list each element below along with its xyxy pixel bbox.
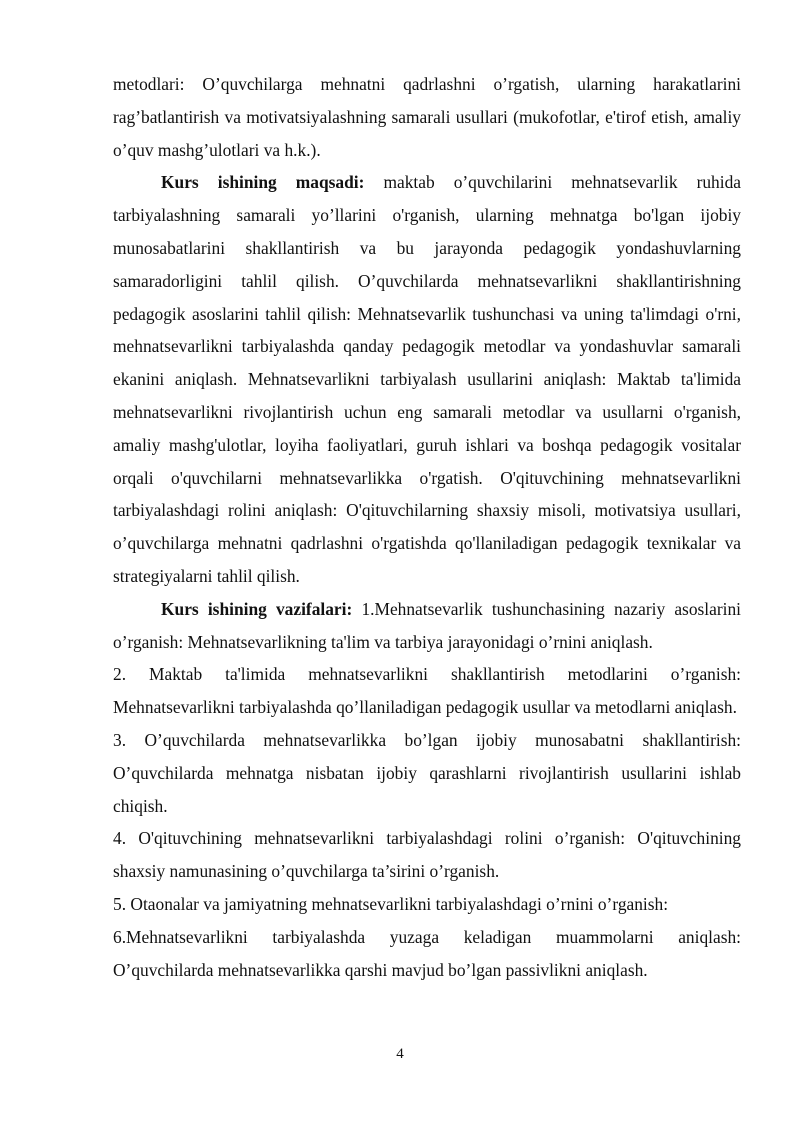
task-item-5: 5. Otaonalar va jamiyatning mehnatsevarlikni tarbiyalashdagi o’rnini o’rganish: bbox=[113, 893, 669, 914]
task-item-6: 6.Mehnatsevarlikni tarbiyalashda yuzaga keladigan muammolarni aniqlash: O’quvchilarda mehnatsevarlikka qarshi mavjud bo’lgan passivlikni aniqlash. bbox=[113, 926, 741, 980]
task-item-3: 3. O’quvchilarda mehnatsevarlikka bo’lgan ijobiy munosabatni shakllantirish: O’quvchilarda mehnatga nisbatan ijobiy qarashlarni rivojlantirish usullarini ishlab chiqish. bbox=[113, 729, 741, 816]
task-item-2: 2. Maktab ta'limida mehnatsevarlikni shakllantirish metodlarini o’rganish: Mehnatsevarlikni tarbiyalashda qo’llaniladigan pedagogik usullar va metodlarni aniqlash. bbox=[113, 664, 741, 718]
document-page bbox=[113, 68, 741, 986]
tasks-heading: Kurs ishining vazifalari: bbox=[161, 598, 353, 619]
page-number: 4 bbox=[396, 1046, 404, 1062]
methods-paragraph-end: metodlari: O’quvchilarga mehnatni qadrlashni o’rgatish, ularning harakatlarini rag’batlantirish va motivatsiyalashning samarali usullari (mukofotlar, e'tirof etish, amaliy o’quv mashg’ulotlari va h.k.). bbox=[113, 74, 741, 160]
goal-paragraph bbox=[113, 166, 741, 592]
goal-text: maktab o’quvchilarini mehnatsevarlik ruhida tarbiyalashning samarali yo’llarini o'rganish, ularning mehnatga bo'lgan ijobiy munosabatlarini shakllantirish va bu jarayonda pedagogik yondashuvlarning samaradorligini tahlil qilish. O’quvchilarda mehnatsevarlikni shakllantirishning pedagogik asoslarini tahlil qilish: Mehnatsevarlik tushunchasi va uning ta'limdagi o'rni, mehnatsevarlikni tarbiyalashda qanday pedagogik metodlar va yondashuvlar samarali ekanini aniqlash. Mehnatsevarlikni tarbiyalash usullarini aniqlash: Maktab ta'limida mehnatsevarlikni rivojlantirish uchun eng samarali metodlar va usullarni o'rganish, amaliy mashg'ulotlar, loyiha faoliyatlari, guruh ishlari va boshqa pedagogik vositalar orqali o'quvchilarni mehnatsevarlikka o'rgatish. O'qituvchining mehnatsevarlikni tarbiyalashdagi rolini aniqlash: O'qituvchilarning shaxsiy misoli, motivatsiya usullari, o’quvchilarga mehnatni qadrlashni o'rgatishda qo'llaniladigan pedagogik texnikalar va strategiyalarni tahlil qilish. bbox=[113, 172, 741, 586]
goal-heading: Kurs ishining maqsadi: bbox=[161, 172, 365, 193]
tasks-paragraph bbox=[113, 593, 741, 659]
tasks-text: 1.Mehnatsevarlik tushunchasining nazariy asoslarini o’rganish: Mehnatsevarlikning ta'lim va tarbiya jarayonidagi o’rnini aniqlash. bbox=[113, 598, 741, 652]
task-item-4: 4. O'qituvchining mehnatsevarlikni tarbiyalashdagi rolini o’rganish: O'qituvchining shaxsiy namunasining o’quvchilarga ta’sirini o’rganish. bbox=[113, 828, 741, 882]
